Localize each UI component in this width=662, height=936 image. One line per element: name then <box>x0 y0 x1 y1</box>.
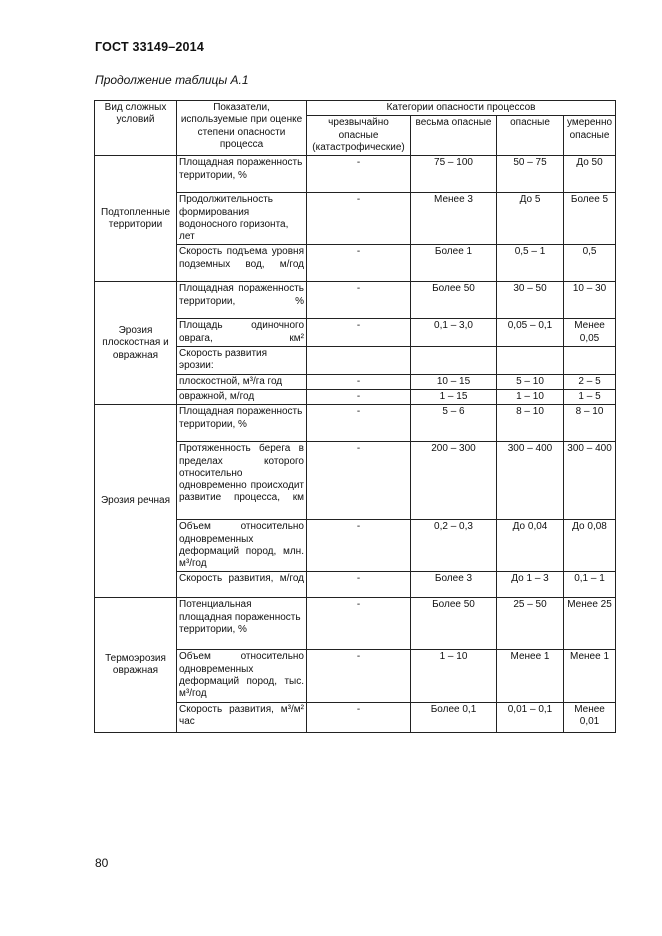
header-cat-moderate: умеренно опасные <box>564 116 616 156</box>
condition-cell: Эрозия речная <box>95 405 177 598</box>
indicator-cell: Площадь одиночного оврага, км² <box>177 319 307 347</box>
value-extreme: - <box>307 193 411 245</box>
value-very: 1 – 15 <box>411 389 497 404</box>
value-moderate: Менее 25 <box>564 598 616 650</box>
value-extreme <box>307 347 411 375</box>
value-extreme: - <box>307 598 411 650</box>
indicator-cell: Потенциальная площадная пораженность территории, % <box>177 598 307 650</box>
value-moderate: 0,1 – 1 <box>564 572 616 598</box>
value-extreme: - <box>307 520 411 572</box>
value-moderate: 300 – 400 <box>564 442 616 520</box>
indicator-cell: Протяженность берега в пределах которого относительно одновременно происходит развитие процесса, км <box>177 442 307 520</box>
value-extreme: - <box>307 405 411 442</box>
value-very: Более 50 <box>411 282 497 319</box>
value-very: Более 50 <box>411 598 497 650</box>
value-moderate: Более 5 <box>564 193 616 245</box>
value-moderate: До 50 <box>564 156 616 193</box>
value-dangerous <box>497 347 564 375</box>
indicator-cell: Площадная пораженность территории, % <box>177 156 307 193</box>
indicator-cell: Объем относительно одновременных деформаций пород, тыс. м³/год <box>177 650 307 702</box>
value-very: 200 – 300 <box>411 442 497 520</box>
header-categories: Категории опасности процессов <box>307 101 616 116</box>
table-row <box>95 598 616 650</box>
value-extreme: - <box>307 572 411 598</box>
value-very: Менее 3 <box>411 193 497 245</box>
value-extreme: - <box>307 389 411 404</box>
value-moderate: Менее 0,01 <box>564 702 616 732</box>
value-extreme: - <box>307 245 411 282</box>
condition-cell: Подтопленные территории <box>95 156 177 282</box>
indicator-cell: Скорость развития эрозии: <box>177 347 307 375</box>
value-dangerous: 0,01 – 0,1 <box>497 702 564 732</box>
hazard-category-table <box>94 100 616 733</box>
value-extreme: - <box>307 282 411 319</box>
value-moderate: 2 – 5 <box>564 374 616 389</box>
value-extreme: - <box>307 374 411 389</box>
value-moderate: 8 – 10 <box>564 405 616 442</box>
indicator-cell: Площадная пораженность территории, % <box>177 282 307 319</box>
value-dangerous: 8 – 10 <box>497 405 564 442</box>
value-very: 10 – 15 <box>411 374 497 389</box>
header-indicators: Показатели, используемые при оценке степени опасности процесса <box>177 101 307 156</box>
value-dangerous: 50 – 75 <box>497 156 564 193</box>
value-dangerous: 300 – 400 <box>497 442 564 520</box>
value-moderate: 10 – 30 <box>564 282 616 319</box>
value-moderate: 0,5 <box>564 245 616 282</box>
value-very: 1 – 10 <box>411 650 497 702</box>
header-cat-dangerous: опасные <box>497 116 564 156</box>
header-cat-extreme: чрезвычайно опасные (катастрофические) <box>307 116 411 156</box>
value-dangerous: 25 – 50 <box>497 598 564 650</box>
indicator-cell: Скорость развития, м³/м² час <box>177 702 307 732</box>
value-moderate: До 0,08 <box>564 520 616 572</box>
page-number: 80 <box>95 856 109 870</box>
indicator-cell: овражной, м/год <box>177 389 307 404</box>
value-very: 75 – 100 <box>411 156 497 193</box>
value-dangerous: 0,5 – 1 <box>497 245 564 282</box>
value-very: Более 1 <box>411 245 497 282</box>
indicator-cell: Продолжительность формирования водоносного горизонта, лет <box>177 193 307 245</box>
table-row <box>95 156 616 193</box>
value-very: Более 0,1 <box>411 702 497 732</box>
value-moderate: 1 – 5 <box>564 389 616 404</box>
value-very: 0,2 – 0,3 <box>411 520 497 572</box>
value-very: 0,1 – 3,0 <box>411 319 497 347</box>
table-row <box>95 282 616 319</box>
value-dangerous: 30 – 50 <box>497 282 564 319</box>
value-dangerous: 1 – 10 <box>497 389 564 404</box>
document-title: ГОСТ 33149–2014 <box>95 40 204 54</box>
table-continuation-caption: Продолжение таблицы А.1 <box>95 73 249 87</box>
indicator-cell: Скорость развития, м/год <box>177 572 307 598</box>
condition-cell: Эрозия плоскостная и овражная <box>95 282 177 405</box>
value-very <box>411 347 497 375</box>
value-extreme: - <box>307 442 411 520</box>
table-row <box>95 405 616 442</box>
condition-cell: Термоэрозия овражная <box>95 598 177 732</box>
indicator-cell: плоскостной, м³/га год <box>177 374 307 389</box>
header-condition: Вид сложных условий <box>95 101 177 156</box>
value-dangerous: Менее 1 <box>497 650 564 702</box>
value-extreme: - <box>307 319 411 347</box>
value-very: 5 – 6 <box>411 405 497 442</box>
header-row-top <box>95 101 616 116</box>
value-extreme: - <box>307 156 411 193</box>
indicator-cell: Объем относительно одновременных деформаций пород, млн. м³/год <box>177 520 307 572</box>
value-dangerous: 0,05 – 0,1 <box>497 319 564 347</box>
value-extreme: - <box>307 702 411 732</box>
indicator-cell: Площадная пораженность территории, % <box>177 405 307 442</box>
value-dangerous: До 5 <box>497 193 564 245</box>
value-very: Более 3 <box>411 572 497 598</box>
value-moderate <box>564 347 616 375</box>
value-dangerous: До 1 – 3 <box>497 572 564 598</box>
value-moderate: Менее 0,05 <box>564 319 616 347</box>
indicator-cell: Скорость подъема уровня подземных вод, м/год <box>177 245 307 282</box>
value-dangerous: 5 – 10 <box>497 374 564 389</box>
value-moderate: Менее 1 <box>564 650 616 702</box>
value-extreme: - <box>307 650 411 702</box>
value-dangerous: До 0,04 <box>497 520 564 572</box>
header-cat-very: весьма опасные <box>411 116 497 156</box>
